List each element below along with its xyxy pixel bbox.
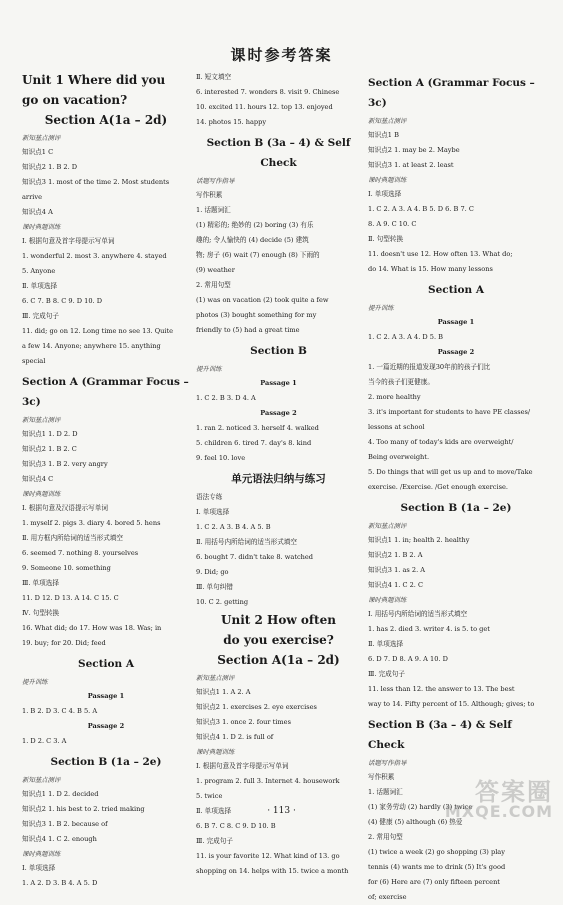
answer-line: 语法专练	[196, 493, 223, 501]
answer-line: 知识点3 1. as 2. A	[368, 566, 426, 574]
answer-line: way to 14. Fifty percent of 15. Although; gives; to	[368, 700, 535, 708]
answer-line: 物; 房子 (6) wait (7) enough (8) 下雨的	[196, 251, 320, 259]
answer-line: 16. What did; do 17. How was 18. Was; in	[22, 624, 162, 632]
answer-line: 9. feel 10. love	[196, 454, 246, 462]
answer-line: 知识点2 1. his best to 2. tried making	[22, 805, 145, 813]
answer-line: Ⅰ. 用括号内所给词的适当形式填空	[368, 610, 468, 618]
answer-line: 知识点4 C	[22, 475, 54, 483]
answer-line: Ⅱ. 句型转换	[368, 235, 404, 243]
answer-line: 2. more healthy	[368, 393, 421, 401]
answer-line: shopping on 14. helps with 15. twice a month	[196, 867, 349, 875]
answer-line: 11. is your favorite 12. What kind of 13. go	[196, 852, 340, 860]
answer-line: 1. C 2. A 3. A 4. B 5. D 6. B 7. C	[368, 205, 474, 213]
answer-line: Ⅰ. 单项选择	[22, 864, 56, 872]
section-tag: 话题写作指导	[196, 177, 235, 185]
unit-heading: Section A(1a – 2d)	[44, 113, 168, 127]
section-heading: Section B	[250, 345, 307, 357]
unit-heading: go on vacation?	[22, 93, 128, 107]
section-heading: Section B (3a – 4) & Self Check	[368, 719, 512, 751]
unit-heading: Unit 1 Where did you	[22, 73, 166, 87]
answer-line: 1. wonderful 2. most 3. anywhere 4. stayed	[22, 252, 167, 260]
answer-line: Ⅰ. 单项选择	[196, 508, 230, 516]
answer-line: Being overweight.	[368, 453, 430, 461]
answer-line: 知识点2 1. may be 2. Maybe	[368, 146, 460, 154]
answer-line: Ⅱ. 用括号内所给词的适当形式填空	[196, 538, 297, 546]
answer-line: 知识点1 1. A 2. A	[196, 688, 251, 696]
answer-line: 1. myself 2. pigs 3. diary 4. bored 5. hens	[22, 519, 161, 527]
answer-line: 2. 常用句型	[368, 833, 403, 841]
answer-line: 4. Too many of today's kids are overweight/	[368, 438, 514, 446]
answer-line: 11. less than 12. the answer to 13. The best	[368, 685, 515, 693]
section-heading: Section A	[428, 284, 484, 296]
answer-line: 5. twice	[196, 792, 223, 800]
answer-line: 9. Someone 10. something	[22, 564, 111, 572]
unit-heading: Section A(1a – 2d)	[217, 653, 340, 667]
passage-label: Passage 2	[260, 409, 297, 417]
section-tag: 新知基点测评	[368, 117, 407, 125]
answer-line: 知识点1 B	[368, 131, 399, 139]
answer-line: tennis (4) wants me to drink (5) It's good	[368, 863, 506, 871]
passage-label: Passage 1	[260, 379, 297, 387]
answer-line: 19. buy; for 20. Did; feed	[22, 639, 106, 647]
answer-line: 知识点2 1. B 2. D	[22, 163, 78, 171]
answer-line: 14. photos 15. happy	[196, 118, 267, 126]
answer-line: Ⅱ. 单项选择	[368, 640, 404, 648]
answer-line: friendly to (5) had a great time	[196, 326, 300, 334]
page-number: · 113 ·	[267, 806, 296, 816]
answer-line: 11. D 12. D 13. A 14. C 15. C	[22, 594, 119, 602]
answer-line: 知识点2 1. B 2. A	[368, 551, 423, 559]
answer-line: 当今的孩子们更健康。	[368, 378, 434, 386]
section-heading: Section A	[78, 658, 134, 670]
answer-line: 8. A 9. C 10. C	[368, 220, 417, 228]
answer-line: 1. B 2. D 3. C 4. B 5. A	[22, 707, 98, 715]
section-tag: 课时典题训练	[368, 596, 407, 604]
answer-line: 1. A 2. D 3. B 4. A 5. D	[22, 879, 98, 887]
answer-line: 知识点1 1. D 2. decided	[22, 790, 99, 798]
answer-line: of; exercise	[368, 893, 407, 901]
answer-line: Ⅲ. 完成句子	[196, 837, 233, 845]
answer-line: Ⅱ. 短文填空	[196, 73, 232, 81]
answer-line: 知识点3 1. B 2. very angry	[22, 460, 108, 468]
answer-line: 11. did; go on 12. Long time no see 13. Quite	[22, 327, 174, 335]
answer-line: a few 14. Anyone; anywhere 15. anything	[22, 342, 161, 350]
section-tag: 新知基点测评	[22, 134, 61, 142]
answer-line: 5. children 6. tired 7. day's 8. kind	[196, 439, 312, 447]
answer-line: Ⅳ. 句型转换	[22, 609, 60, 617]
section-tag: 新知基点测评	[22, 776, 61, 784]
answer-line: Ⅲ. 单项选择	[22, 579, 59, 587]
answer-line: 知识点4 A	[22, 208, 53, 216]
watermark	[444, 778, 553, 822]
answer-line: 5. Do things that will get us up and to move/Take	[368, 468, 533, 476]
answer-line: Ⅱ. 单项选择	[22, 282, 58, 290]
answer-line: 1. 话题词汇	[196, 206, 231, 214]
answer-line: 知识点3 1. at least 2. least	[368, 161, 454, 169]
watermark-cn: 答案圈	[475, 778, 553, 806]
answer-line: for (6) Here are (7) only fifteen percent	[368, 878, 500, 886]
passage-label: Passage 2	[437, 348, 475, 356]
answer-line: Ⅰ. 单项选择	[368, 190, 402, 198]
passage-label: Passage 1	[87, 692, 125, 700]
answer-line: 知识点3 1. once 2. four times	[196, 718, 291, 726]
answer-line: 6. seemed 7. nothing 8. yourselves	[22, 549, 139, 557]
answer-line: 知识点1 1. in; health 2. healthy	[368, 536, 470, 544]
answer-line: 知识点3 1. most of the time 2. Most students	[22, 178, 170, 186]
answer-column-left	[22, 70, 190, 891]
section-tag: 课时典题训练	[196, 748, 235, 756]
section-tag: 新知基点测评	[196, 674, 235, 682]
answer-line: Ⅱ. 单项选择	[196, 807, 232, 815]
answer-line: 写作积累	[368, 773, 395, 781]
answer-line: Ⅲ. 单句纠错	[196, 583, 233, 591]
section-tag: 提升训练	[196, 365, 222, 373]
answer-line: 3. it's important for students to have PE classes/	[368, 408, 531, 416]
answer-line: 知识点1 C	[22, 148, 54, 156]
section-tag: 课时典题训练	[22, 223, 61, 231]
answer-line: 1. program 2. full 3. Internet 4. housework	[196, 777, 340, 785]
passage-label: Passage 1	[437, 318, 475, 326]
section-heading: Section A (Grammar Focus – 3c)	[22, 376, 189, 408]
unit-heading: Unit 2 How often	[221, 613, 336, 627]
answer-line: 1. ran 2. noticed 3. herself 4. walked	[196, 424, 319, 432]
section-tag: 提升训练	[368, 304, 394, 312]
answer-line: lessons at school	[368, 423, 425, 431]
answer-line: Ⅲ. 完成句子	[22, 312, 59, 320]
unit-heading: do you exercise?	[223, 633, 334, 647]
answer-line: 知识点4 1. D 2. is full of	[196, 733, 274, 741]
answer-line: exercise. /Exercise. /Get enough exercise.	[368, 483, 508, 491]
section-tag: 新知基点测评	[368, 522, 407, 530]
answer-line: 1. C 2. A 3. A 4. D 5. B	[368, 333, 444, 341]
section-tag: 话题写作指导	[368, 759, 407, 767]
answer-line: (4) 健康 (5) although (6) 热爱	[368, 818, 463, 826]
answer-line: 知识点4 1. C 2. C	[368, 581, 424, 589]
answer-line: 1. C 2. B 3. D 4. A	[196, 394, 256, 402]
answer-line: Ⅲ. 完成句子	[368, 670, 405, 678]
answer-line: 10. C 2. getting	[196, 598, 249, 606]
section-heading: Section B (1a – 2e)	[400, 502, 512, 514]
section-tag: 课时典题训练	[368, 176, 407, 184]
watermark-en: MXQE.COM	[444, 802, 553, 821]
answer-line: Ⅰ. 根据句意及首字母提示写单词	[196, 762, 289, 770]
answer-line: 6. B 7. C 8. C 9. D 10. B	[196, 822, 276, 830]
answer-line: (1) was on vacation (2) took quite a few	[196, 296, 329, 304]
answer-line: 1. has 2. died 3. writer 4. is 5. to get	[368, 625, 490, 633]
answer-line: 写作积累	[196, 191, 223, 199]
answer-line: 5. Anyone	[22, 267, 56, 275]
answer-line: (1) 精彩的; 绝妙的 (2) boring (3) 有乐	[196, 221, 314, 229]
answer-line: 2. 常用句型	[196, 281, 231, 289]
section-tag: 新知基点测评	[22, 416, 61, 424]
answer-line: 知识点3 1. B 2. because of	[22, 820, 108, 828]
answer-line: 11. doesn't use 12. How often 13. What do;	[368, 250, 513, 258]
section-heading: 单元语法归纳与练习	[231, 473, 326, 485]
answer-line: Ⅰ. 根据句意及首字母提示写单词	[22, 237, 115, 245]
answer-line: (1) 家务劳动 (2) hardly (3) twice	[368, 803, 473, 811]
passage-label: Passage 2	[87, 722, 125, 730]
answer-line: 知识点1 1. D 2. D	[22, 430, 78, 438]
answer-column-middle	[196, 70, 361, 879]
answer-line: 9. Did; go	[196, 568, 229, 576]
answer-line: 知识点2 1. B 2. C	[22, 445, 77, 453]
page-title: 课时参考答案	[230, 46, 333, 64]
answer-line: special	[22, 357, 46, 365]
answer-line: photos (3) bought something for my	[196, 311, 317, 319]
section-tag: 提升训练	[22, 678, 48, 686]
answer-line: 1. 一篇近期的报道发现30年前的孩子们比	[368, 363, 491, 371]
answer-line: (1) twice a week (2) go shopping (3) play	[368, 848, 505, 856]
answer-line: 1. C 2. A 3. B 4. A 5. B	[196, 523, 271, 531]
answer-line: arrive	[22, 193, 42, 201]
answer-line: 6. bought 7. didn't take 8. watched	[196, 553, 314, 561]
answer-line: do 14. What is 15. How many lessons	[368, 265, 493, 273]
answer-line: 知识点4 1. C 2. enough	[22, 835, 97, 843]
section-heading: Section A (Grammar Focus – 3c)	[368, 77, 535, 109]
answer-line: 趣的; 令人愉快的 (4) decide (5) 建筑	[196, 236, 309, 244]
answer-line: 1. 话题词汇	[368, 788, 403, 796]
answer-line: Ⅰ. 根据句意及汉语提示写单词	[22, 504, 108, 512]
section-tag: 课时典题训练	[22, 490, 61, 498]
answer-line: 10. excited 11. hours 12. top 13. enjoyed	[196, 103, 333, 111]
section-tag: 课时典题训练	[22, 850, 61, 858]
answer-line: Ⅱ. 用方框内所给词的适当形式填空	[22, 534, 123, 542]
answer-line: (9) weather	[196, 266, 235, 274]
section-heading: Section B (1a – 2e)	[50, 756, 162, 768]
answer-line: 6. C 7. B 8. C 9. D 10. D	[22, 297, 103, 305]
section-heading: Section B (3a – 4) & Self Check	[206, 137, 351, 169]
answer-line: 1. D 2. C 3. A	[22, 737, 67, 745]
answer-line: 6. D 7. D 8. A 9. A 10. D	[368, 655, 448, 663]
answer-line: 知识点2 1. exercises 2. eye exercises	[196, 703, 317, 711]
answer-line: 6. interested 7. wonders 8. visit 9. Chinese	[196, 88, 340, 96]
